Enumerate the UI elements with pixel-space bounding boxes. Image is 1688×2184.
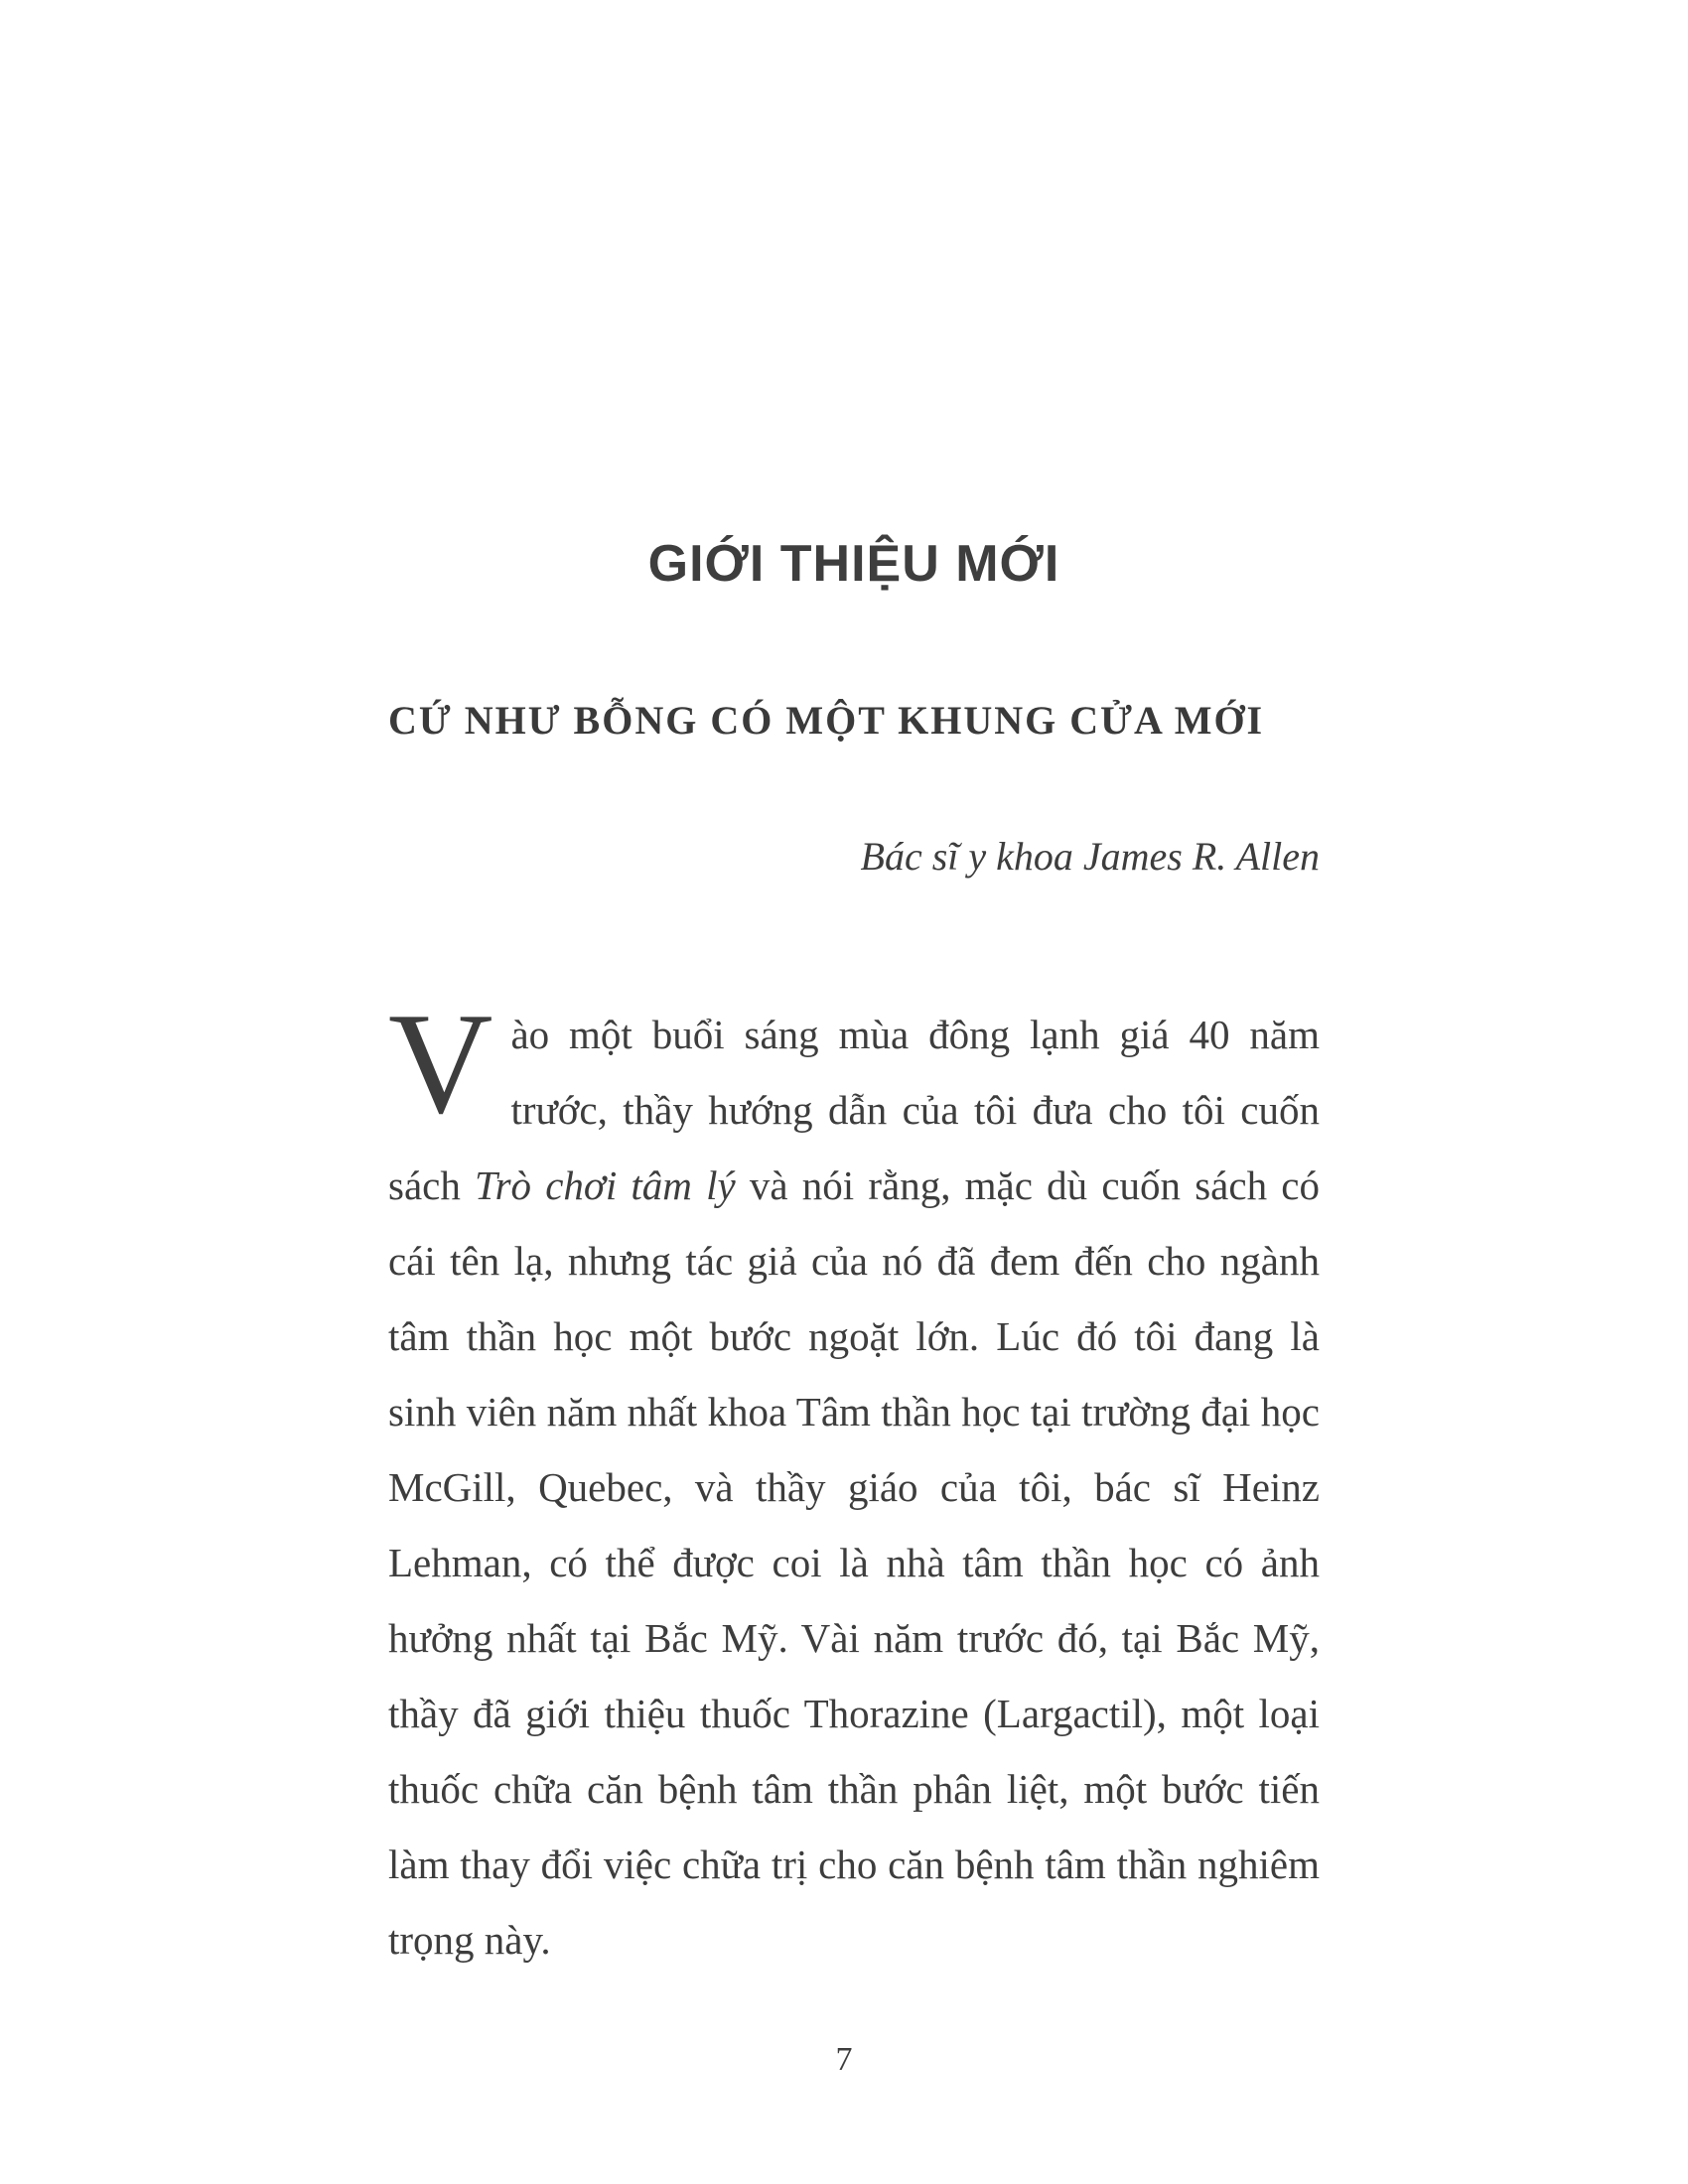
book-title-italic: Trò chơi tâm lý (475, 1162, 736, 1208)
body-text-start: ào một buổi sáng mùa đông lạnh giá 40 năm trước, thầy hướng dẫn của tôi đưa cho tôi cuốn sách (388, 1012, 1320, 1208)
section-heading: CỨ NHƯ BỖNG CÓ MỘT KHUNG CỬA MỚI (388, 698, 1265, 743)
body-paragraph (388, 983, 1320, 1978)
author-byline: Bác sĩ y khoa James R. Allen (860, 834, 1320, 879)
page-number: 7 (835, 2041, 853, 2078)
content-area (388, 0, 1320, 1978)
body-text-rest: và nói rằng, mặc dù cuốn sách có cái tên lạ, nhưng tác giả của nó đã đem đến cho ngành tâm thần học một bước ngoặt lớn. Lúc đó tôi đang là sinh viên năm nhất khoa Tâm thần học tại trường đại học McGill, Quebec, và thầy giáo của tôi, bác sĩ Heinz Lehman, có thể được coi là nhà tâm thần học có ảnh hưởng nhất tại Bắc Mỹ. Vài năm trước đó, tại Bắc Mỹ, thầy đã giới thiệu thuốc Thorazine (Largactil), một loại thuốc chữa căn bệnh tâm thần phân liệt, một bước tiến làm thay đổi việc chữa trị cho căn bệnh tâm thần nghiêm trọng này. (388, 1162, 1320, 1963)
chapter-title: GIỚI THIỆU MỚI (647, 535, 1060, 593)
drop-cap: V (388, 983, 493, 1144)
